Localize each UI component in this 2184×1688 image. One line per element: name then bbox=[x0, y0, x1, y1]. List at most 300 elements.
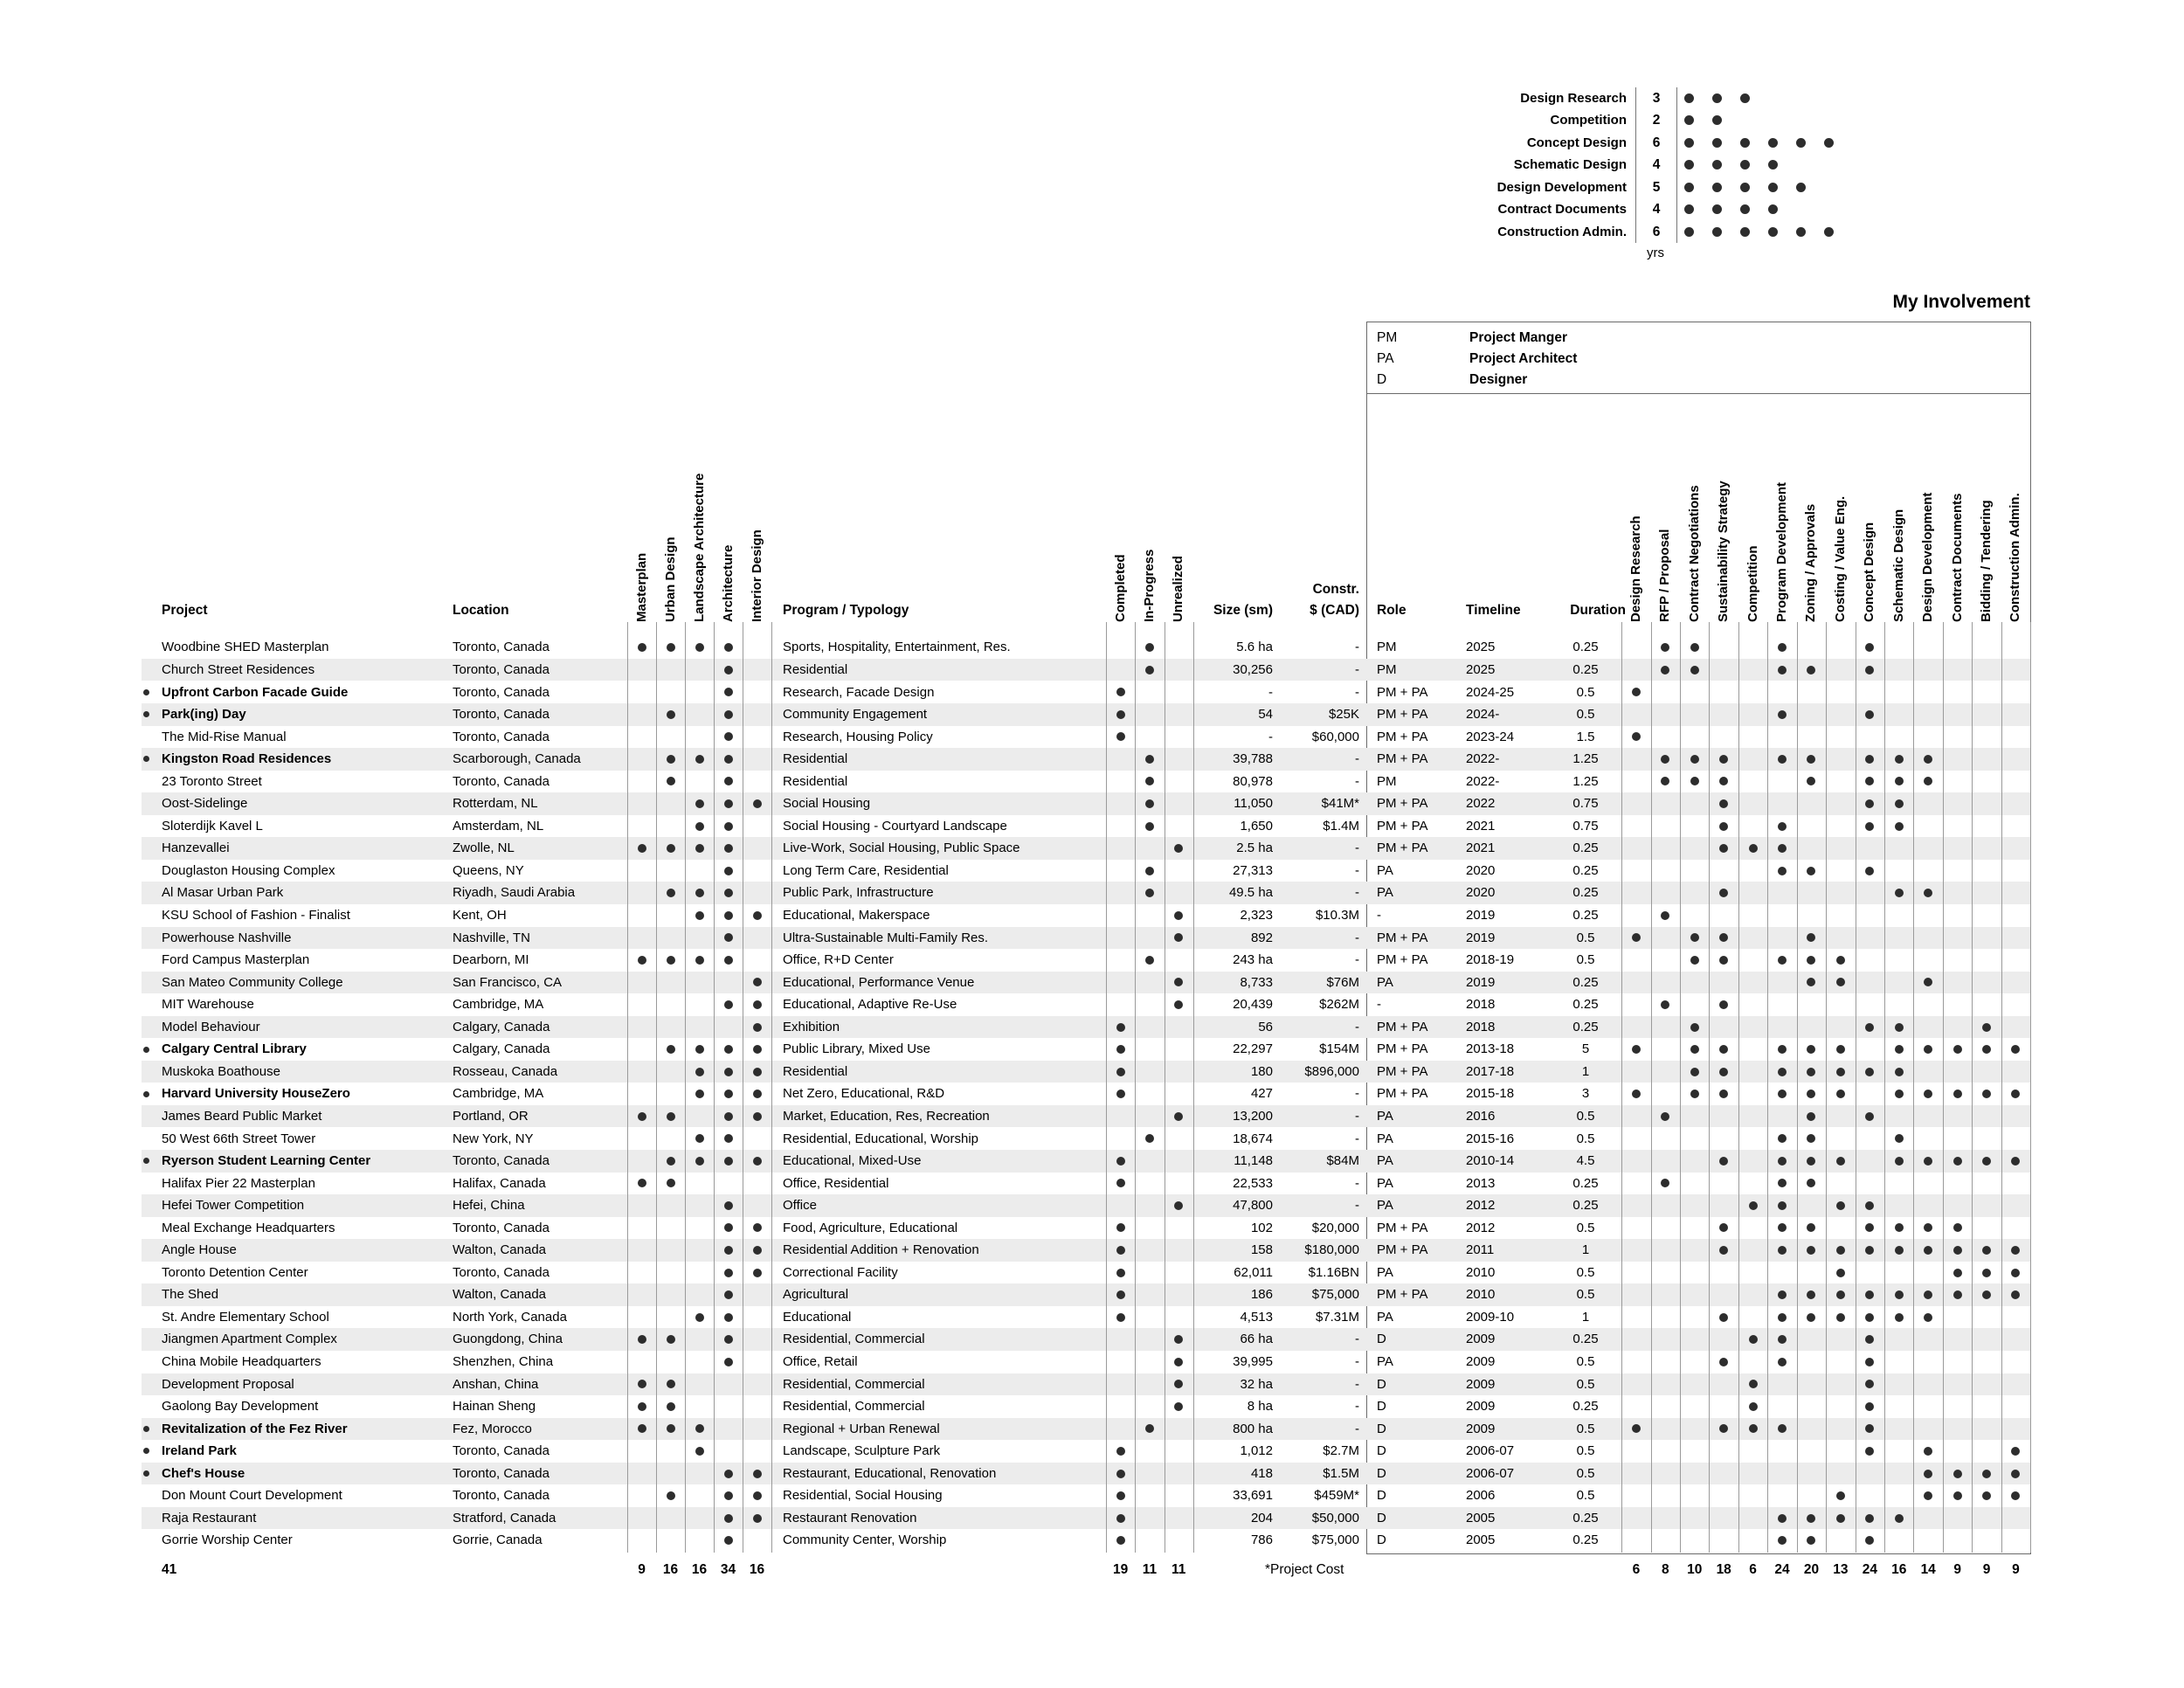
chart-row-value: 6 bbox=[1635, 132, 1677, 155]
involvement-dot bbox=[2011, 1090, 2020, 1098]
table-row bbox=[0, 1128, 2184, 1151]
category-dot bbox=[724, 844, 733, 853]
duration-value: 0.5 bbox=[1576, 1131, 1595, 1146]
involvement-dot bbox=[2011, 1269, 2020, 1277]
role-value: PA bbox=[1377, 1309, 1393, 1325]
project-location: Rosseau, Canada bbox=[453, 1063, 558, 1079]
involvement-dot bbox=[1895, 755, 1904, 764]
grid-line bbox=[1884, 622, 1885, 1553]
status-dot bbox=[1145, 822, 1154, 831]
involvement-dot bbox=[1982, 1090, 1991, 1098]
involvement-dot bbox=[1836, 1068, 1845, 1076]
grid-line bbox=[1709, 622, 1710, 1553]
involvement-dot bbox=[1778, 1358, 1787, 1366]
duration-value: 0.25 bbox=[1572, 1510, 1599, 1525]
cost-value: $84M bbox=[1326, 1153, 1359, 1169]
involvement-dot bbox=[1661, 666, 1669, 675]
involvement-dot bbox=[1924, 1470, 1932, 1478]
role-value: D bbox=[1377, 1510, 1386, 1525]
involvement-dot bbox=[1953, 1470, 1962, 1478]
project-name: Park(ing) Day bbox=[162, 707, 246, 723]
timeline-value: 2010 bbox=[1466, 1264, 1496, 1280]
table-row bbox=[0, 1283, 2184, 1306]
role-value: PM bbox=[1377, 773, 1397, 789]
involvement-dot bbox=[1719, 1313, 1728, 1322]
col-header-program: Program / Typology bbox=[783, 603, 909, 618]
featured-project-bullet bbox=[143, 1426, 149, 1432]
category-dot bbox=[753, 1157, 762, 1166]
col-header-involvement: Design Research bbox=[1628, 515, 1643, 622]
role-value: D bbox=[1377, 1376, 1386, 1392]
category-dot bbox=[724, 643, 733, 652]
status-dot bbox=[1116, 1514, 1125, 1523]
chart-year-dot bbox=[1712, 93, 1722, 103]
chart-year-dot bbox=[1768, 227, 1778, 237]
role-value: PM bbox=[1377, 661, 1397, 677]
cost-value: - bbox=[1355, 1376, 1359, 1392]
size-value: 1,650 bbox=[1240, 818, 1273, 834]
project-name: The Shed bbox=[162, 1287, 219, 1303]
timeline-value: 2009 bbox=[1466, 1421, 1496, 1436]
project-location: Toronto, Canada bbox=[453, 1264, 549, 1280]
involvement-dot bbox=[1719, 1068, 1728, 1076]
project-location: Toronto, Canada bbox=[453, 773, 549, 789]
role-value: PM bbox=[1377, 640, 1397, 655]
involvement-dot bbox=[1778, 822, 1787, 831]
program-typology: Residential Addition + Renovation bbox=[783, 1242, 979, 1258]
chart-row-label: Competition bbox=[1550, 113, 1627, 128]
program-typology: Restaurant Renovation bbox=[783, 1510, 917, 1525]
project-name: Don Mount Court Development bbox=[162, 1488, 342, 1504]
duration-value: 0.5 bbox=[1576, 707, 1595, 723]
project-name: Development Proposal bbox=[162, 1376, 294, 1392]
category-dot bbox=[753, 1470, 762, 1478]
table-row bbox=[0, 927, 2184, 950]
status-dot bbox=[1174, 911, 1183, 920]
legend-name-pm: Project Manger bbox=[1469, 330, 1567, 345]
involvement-dot bbox=[1924, 1090, 1932, 1098]
total-involvement: 20 bbox=[1803, 1562, 1820, 1577]
project-location: North York, Canada bbox=[453, 1309, 567, 1325]
category-dot bbox=[724, 889, 733, 897]
involvement-dot bbox=[1953, 1223, 1962, 1232]
duration-value: 0.75 bbox=[1572, 818, 1599, 834]
involvement-dot bbox=[1661, 1179, 1669, 1187]
project-location: Nashville, TN bbox=[453, 930, 530, 945]
category-dot bbox=[667, 1402, 675, 1411]
involvement-dot bbox=[2011, 1045, 2020, 1054]
program-typology: Exhibition bbox=[783, 1019, 840, 1034]
involvement-dot bbox=[1719, 1000, 1728, 1009]
program-typology: Residential bbox=[783, 1063, 848, 1079]
involvement-dot bbox=[1895, 1290, 1904, 1299]
duration-value: 0.5 bbox=[1576, 1354, 1595, 1369]
duration-value: 0.75 bbox=[1572, 796, 1599, 812]
table-row bbox=[0, 771, 2184, 793]
timeline-value: 2020 bbox=[1466, 885, 1496, 901]
duration-value: 0.25 bbox=[1572, 862, 1599, 878]
status-dot bbox=[1116, 1470, 1125, 1478]
involvement-dot bbox=[1836, 1157, 1845, 1166]
duration-value: 1.5 bbox=[1576, 729, 1595, 744]
status-dot bbox=[1116, 1045, 1125, 1054]
col-header-timeline: Timeline bbox=[1466, 603, 1521, 618]
timeline-value: 2024- bbox=[1466, 707, 1500, 723]
project-name: Halifax Pier 22 Masterplan bbox=[162, 1175, 315, 1191]
category-dot bbox=[667, 844, 675, 853]
chart-row-value: 6 bbox=[1635, 221, 1677, 244]
total-involvement: 24 bbox=[1774, 1562, 1790, 1577]
project-location: Scarborough, Canada bbox=[453, 751, 581, 767]
project-location: Stratford, Canada bbox=[453, 1510, 556, 1525]
program-typology: Educational, Makerspace bbox=[783, 908, 930, 923]
total-project-count: 41 bbox=[162, 1562, 177, 1577]
table-row bbox=[0, 1173, 2184, 1195]
table-row bbox=[0, 1194, 2184, 1217]
role-value: PM + PA bbox=[1377, 1287, 1428, 1303]
size-value: 102 bbox=[1250, 1220, 1273, 1235]
duration-value: 0.25 bbox=[1572, 1198, 1599, 1214]
program-typology: Correctional Facility bbox=[783, 1264, 898, 1280]
category-dot bbox=[667, 777, 675, 785]
table-row bbox=[0, 1262, 2184, 1284]
project-location: Riyadh, Saudi Arabia bbox=[453, 885, 576, 901]
duration-value: 0.25 bbox=[1572, 661, 1599, 677]
cost-value: $50,000 bbox=[1311, 1510, 1359, 1525]
duration-value: 0.25 bbox=[1572, 640, 1599, 655]
project-name: Revitalization of the Fez River bbox=[162, 1421, 348, 1436]
involvement-dot bbox=[1690, 1023, 1699, 1032]
role-value: D bbox=[1377, 1332, 1386, 1347]
table-row bbox=[0, 1016, 2184, 1039]
legend-divider bbox=[1366, 393, 2030, 394]
category-dot bbox=[695, 755, 704, 764]
col-header-location: Location bbox=[453, 603, 509, 618]
project-name: Gorrie Worship Center bbox=[162, 1532, 293, 1548]
legend-abbr-pa: PA bbox=[1377, 351, 1394, 366]
col-header-size: Size (sm) bbox=[1213, 603, 1273, 618]
involvement-dot bbox=[1778, 1157, 1787, 1166]
category-dot bbox=[695, 643, 704, 652]
involvement-dot bbox=[1749, 1335, 1758, 1344]
involvement-dot bbox=[1719, 1045, 1728, 1054]
involvement-dot bbox=[1749, 1402, 1758, 1411]
involvement-dot bbox=[1807, 777, 1815, 785]
involvement-dot bbox=[1778, 1223, 1787, 1232]
timeline-value: 2013-18 bbox=[1466, 1041, 1515, 1057]
size-value: 39,788 bbox=[1233, 751, 1273, 767]
col-header-category: Masterplan bbox=[633, 552, 649, 622]
chart-year-dot bbox=[1768, 183, 1778, 192]
duration-value: 0.5 bbox=[1576, 1488, 1595, 1504]
grid-line bbox=[1621, 622, 1622, 1553]
category-dot bbox=[667, 755, 675, 764]
size-value: 892 bbox=[1250, 930, 1273, 945]
involvement-dot bbox=[1924, 1157, 1932, 1166]
involvement-dot bbox=[1807, 1045, 1815, 1054]
grid-line bbox=[1972, 622, 1973, 1553]
size-value: 4,513 bbox=[1240, 1309, 1273, 1325]
grid-line bbox=[1651, 622, 1652, 1553]
project-location: Gorrie, Canada bbox=[453, 1532, 543, 1548]
table-row bbox=[0, 1440, 2184, 1463]
role-value: PA bbox=[1377, 1354, 1393, 1369]
duration-value: 1.25 bbox=[1572, 773, 1599, 789]
cost-value: - bbox=[1355, 930, 1359, 945]
category-dot bbox=[753, 1491, 762, 1500]
grid-line bbox=[771, 622, 772, 1553]
size-value: 2.5 ha bbox=[1236, 841, 1273, 856]
program-typology: Agricultural bbox=[783, 1287, 849, 1303]
cost-value: $10.3M bbox=[1315, 908, 1359, 923]
timeline-value: 2021 bbox=[1466, 841, 1496, 856]
role-value: PM + PA bbox=[1377, 841, 1428, 856]
featured-project-bullet bbox=[143, 1047, 149, 1053]
program-typology: Residential, Social Housing bbox=[783, 1488, 943, 1504]
col-header-involvement: Schematic Design bbox=[1890, 508, 1906, 622]
grid-line bbox=[1738, 622, 1739, 1553]
project-name: Chef's House bbox=[162, 1465, 245, 1481]
category-dot bbox=[667, 956, 675, 965]
category-dot bbox=[724, 1313, 733, 1322]
project-location: Calgary, Canada bbox=[453, 1019, 550, 1034]
duration-value: 0.25 bbox=[1572, 885, 1599, 901]
chart-row-value: 4 bbox=[1635, 154, 1677, 176]
role-value: PA bbox=[1377, 1153, 1393, 1169]
category-dot bbox=[695, 956, 704, 965]
project-name: Jiangmen Apartment Complex bbox=[162, 1332, 337, 1347]
category-dot bbox=[753, 1068, 762, 1076]
category-dot bbox=[753, 911, 762, 920]
involvement-dot bbox=[1895, 1246, 1904, 1255]
project-name: Ford Campus Masterplan bbox=[162, 952, 310, 968]
involvement-dot bbox=[1953, 1269, 1962, 1277]
chart-year-dot bbox=[1796, 183, 1806, 192]
chart-year-dot bbox=[1684, 115, 1694, 125]
duration-value: 0.5 bbox=[1576, 1108, 1595, 1124]
involvement-dot bbox=[1836, 1246, 1845, 1255]
involvement-dot bbox=[1865, 1313, 1874, 1322]
table-row bbox=[0, 1038, 2184, 1061]
program-typology: Social Housing - Courtyard Landscape bbox=[783, 818, 1007, 834]
chart-row-label: Schematic Design bbox=[1513, 157, 1627, 172]
chart-row-value: 2 bbox=[1635, 109, 1677, 132]
involvement-dot bbox=[1778, 867, 1787, 875]
project-name: MIT Warehouse bbox=[162, 997, 254, 1013]
involvement-dot bbox=[1778, 1536, 1787, 1545]
involvement-dot bbox=[1895, 889, 1904, 897]
cost-value: $75,000 bbox=[1311, 1287, 1359, 1303]
status-dot bbox=[1145, 755, 1154, 764]
project-name: San Mateo Community College bbox=[162, 974, 343, 990]
category-dot bbox=[724, 1223, 733, 1232]
program-typology: Residential, Commercial bbox=[783, 1332, 925, 1347]
involvement-dot bbox=[1895, 1223, 1904, 1232]
size-value: - bbox=[1268, 684, 1273, 700]
cost-value: - bbox=[1355, 952, 1359, 968]
program-typology: Research, Facade Design bbox=[783, 684, 935, 700]
grid-line bbox=[1797, 622, 1798, 1553]
table-row bbox=[0, 792, 2184, 815]
role-value: PA bbox=[1377, 1198, 1393, 1214]
program-typology: Educational bbox=[783, 1309, 852, 1325]
project-name: Ireland Park bbox=[162, 1443, 237, 1459]
table-row bbox=[0, 1239, 2184, 1262]
involvement-dot bbox=[1807, 867, 1815, 875]
project-location: Portland, OR bbox=[453, 1108, 529, 1124]
duration-value: 1 bbox=[1581, 1242, 1590, 1258]
grid-line bbox=[1106, 622, 1107, 1553]
program-typology: Residential, Educational, Worship bbox=[783, 1131, 979, 1146]
status-dot bbox=[1145, 799, 1154, 808]
duration-value: 0.5 bbox=[1576, 1376, 1595, 1392]
involvement-dot bbox=[1865, 643, 1874, 652]
involvement-dot bbox=[1982, 1157, 1991, 1166]
program-typology: Residential bbox=[783, 773, 848, 789]
involvement-dot bbox=[1632, 732, 1641, 741]
status-dot bbox=[1145, 643, 1154, 652]
timeline-value: 2015-18 bbox=[1466, 1086, 1515, 1102]
chart-year-dot bbox=[1740, 204, 1750, 214]
table-row bbox=[0, 636, 2184, 659]
involvement-dot bbox=[1807, 1313, 1815, 1322]
duration-value: 0.25 bbox=[1572, 1019, 1599, 1034]
category-dot bbox=[667, 643, 675, 652]
involvement-dot bbox=[1778, 956, 1787, 965]
program-typology: Long Term Care, Residential bbox=[783, 862, 949, 878]
involvement-dot bbox=[1865, 1447, 1874, 1456]
table-row bbox=[0, 1328, 2184, 1351]
cost-value: $459M* bbox=[1314, 1488, 1359, 1504]
program-typology: Food, Agriculture, Educational bbox=[783, 1220, 958, 1235]
category-dot bbox=[695, 889, 704, 897]
table-row bbox=[0, 815, 2184, 838]
chart-year-dot bbox=[1712, 138, 1722, 148]
category-dot bbox=[724, 1536, 733, 1545]
involvement-dot bbox=[1719, 1090, 1728, 1098]
chart-year-dot bbox=[1740, 138, 1750, 148]
program-typology: Residential, Commercial bbox=[783, 1376, 925, 1392]
project-name: Kingston Road Residences bbox=[162, 751, 332, 767]
project-location: Calgary, Canada bbox=[453, 1041, 550, 1057]
project-name: Sloterdijk Kavel L bbox=[162, 818, 263, 834]
role-value: PM + PA bbox=[1377, 1063, 1428, 1079]
category-dot bbox=[753, 1023, 762, 1032]
chart-year-dot bbox=[1684, 93, 1694, 103]
total-involvement: 6 bbox=[1632, 1562, 1641, 1577]
category-dot bbox=[638, 956, 646, 965]
size-value: 243 ha bbox=[1233, 952, 1273, 968]
involvement-dot bbox=[1865, 1223, 1874, 1232]
size-value: 158 bbox=[1250, 1242, 1273, 1258]
size-value: 418 bbox=[1250, 1465, 1273, 1481]
category-dot bbox=[695, 1447, 704, 1456]
chart-row-value: 4 bbox=[1635, 198, 1677, 221]
chart-row-value: 3 bbox=[1635, 87, 1677, 110]
involvement-dot bbox=[1836, 1090, 1845, 1098]
project-location: Hefei, China bbox=[453, 1198, 525, 1214]
project-name: Hanzevallei bbox=[162, 841, 230, 856]
category-dot bbox=[724, 1290, 733, 1299]
table-row bbox=[0, 1484, 2184, 1507]
col-header-involvement: Sustainability Strategy bbox=[1716, 481, 1731, 622]
cost-value: - bbox=[1355, 1175, 1359, 1191]
status-dot bbox=[1116, 1023, 1125, 1032]
cost-value: $2.7M bbox=[1323, 1443, 1359, 1459]
role-value: - bbox=[1377, 908, 1381, 923]
total-involvement: 13 bbox=[1833, 1562, 1849, 1577]
involvement-dot bbox=[1924, 1045, 1932, 1054]
involvement-dot bbox=[1661, 777, 1669, 785]
size-value: 180 bbox=[1250, 1063, 1273, 1079]
role-value: D bbox=[1377, 1421, 1386, 1436]
involvement-dot bbox=[1865, 1514, 1874, 1523]
timeline-value: 2018 bbox=[1466, 1019, 1496, 1034]
category-dot bbox=[667, 1179, 675, 1187]
program-typology: Ultra-Sustainable Multi-Family Res. bbox=[783, 930, 989, 945]
col-header-constr-1: Constr. bbox=[1312, 582, 1359, 597]
cost-value: - bbox=[1355, 773, 1359, 789]
involvement-dot bbox=[1836, 1269, 1845, 1277]
program-typology: Community Engagement bbox=[783, 707, 928, 723]
involvement-dot bbox=[1865, 822, 1874, 831]
timeline-value: 2024-25 bbox=[1466, 684, 1515, 700]
involvement-dot bbox=[1865, 1112, 1874, 1121]
table-row bbox=[0, 1351, 2184, 1373]
table-row bbox=[0, 1507, 2184, 1530]
category-dot bbox=[724, 1134, 733, 1143]
col-header-project: Project bbox=[162, 603, 208, 618]
size-value: 18,674 bbox=[1233, 1131, 1273, 1146]
program-typology: Office, R+D Center bbox=[783, 952, 894, 968]
category-dot bbox=[724, 1000, 733, 1009]
status-dot bbox=[1174, 1000, 1183, 1009]
role-value: D bbox=[1377, 1443, 1386, 1459]
project-location: San Francisco, CA bbox=[453, 974, 563, 990]
chart-year-dot bbox=[1740, 93, 1750, 103]
project-location: Walton, Canada bbox=[453, 1287, 547, 1303]
cost-value: $60,000 bbox=[1311, 729, 1359, 744]
project-name: Meal Exchange Headquarters bbox=[162, 1220, 335, 1235]
program-typology: Sports, Hospitality, Entertainment, Res. bbox=[783, 640, 1011, 655]
project-location: Halifax, Canada bbox=[453, 1175, 546, 1191]
project-location: Walton, Canada bbox=[453, 1242, 547, 1258]
cost-value: - bbox=[1355, 1131, 1359, 1146]
involvement-dot bbox=[1953, 1090, 1962, 1098]
role-value: PM + PA bbox=[1377, 818, 1428, 834]
role-value: PM + PA bbox=[1377, 729, 1428, 744]
role-value: D bbox=[1377, 1399, 1386, 1415]
size-value: 30,256 bbox=[1233, 661, 1273, 677]
col-header-involvement: Contract Negotiations bbox=[1686, 485, 1702, 622]
chart-year-dot bbox=[1768, 204, 1778, 214]
category-dot bbox=[667, 1045, 675, 1054]
involvement-dot bbox=[1749, 1201, 1758, 1210]
involvement-dot bbox=[1690, 777, 1699, 785]
involvement-dot bbox=[1895, 1514, 1904, 1523]
status-dot bbox=[1116, 1246, 1125, 1255]
category-dot bbox=[724, 710, 733, 719]
involvement-dot bbox=[1661, 911, 1669, 920]
project-name: James Beard Public Market bbox=[162, 1108, 322, 1124]
category-dot bbox=[724, 1201, 733, 1210]
chart-year-dot bbox=[1712, 227, 1722, 237]
size-value: 54 bbox=[1258, 707, 1273, 723]
size-value: 427 bbox=[1250, 1086, 1273, 1102]
chart-year-dot bbox=[1740, 160, 1750, 169]
duration-value: 1.25 bbox=[1572, 751, 1599, 767]
involvement-dot bbox=[1632, 1045, 1641, 1054]
